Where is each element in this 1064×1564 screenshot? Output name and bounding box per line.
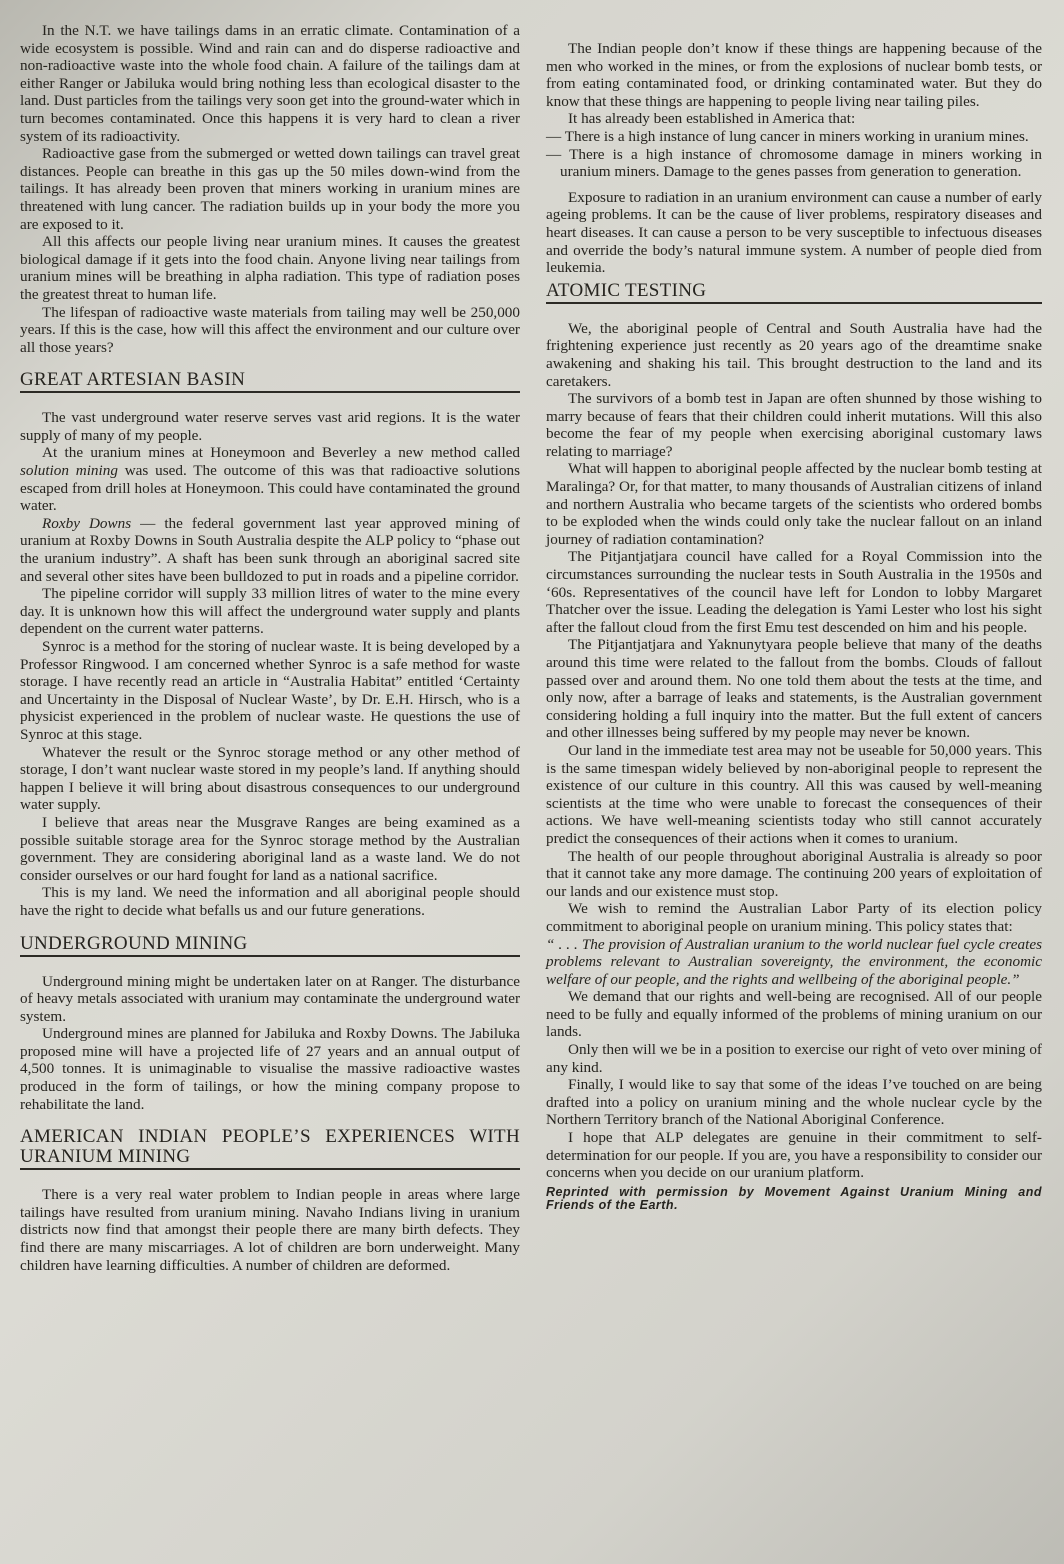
paragraph: Exposure to radiation in an uranium environment can cause a number of early ageing problems. It can be the cause of liver problems, respiratory diseases and heart diseases. It can cause a person to be very susceptible to infectuous diseases and override the body’s natural immune system. A number of people died from leukemia. bbox=[546, 188, 1042, 277]
paragraph: The survivors of a bomb test in Japan are often shunned by those wishing to marry because of fears that their children could inherit mutations. Will this also become the fear of my people when exercising aboriginal customary laws relating to marriage? bbox=[546, 390, 1042, 460]
bullet-item: — There is a high instance of chromosome damage in miners working in uranium miners. Damage to the genes passes from generation to generation. bbox=[546, 145, 1042, 181]
paragraph: The Pitjantjatjara and Yaknunytyara people believe that many of the deaths around this time were related to the fallout from the bombs. Clouds of fallout passed over and around them. No one told them about the tests at the time, and only now, after a barrage of leaks and statements, is the Australian government considering holding a full inquiry into the matter. But the full extent of cancers and other illnesses being suffered by my people may never be known. bbox=[546, 636, 1042, 742]
emphasis: solution mining bbox=[20, 462, 118, 480]
paragraph: Synroc is a method for the storing of nuclear waste. It is being developed by a Professor Ringwood. I am concerned whether Synroc is a safe method for waste storage. I have recently read an article in “Australia Habitat” entitled ‘Certainty and Uncertainty in the Disposal of Nuclear Waste’, by Dr. E.H. Hirsch, who is a physicist experienced in the problem of nuclear waste. He questions the use of Synroc at this stage. bbox=[20, 638, 520, 743]
quote-text: “ . . . The provision of Australian uranium to the world nuclear fuel cycle creates problems relevant to Australian sovereignty, the environment, the economic welfare of our people, and the rights and wellbeing of the aboriginal people.” bbox=[546, 935, 1042, 988]
paragraph: Finally, I would like to say that some of the ideas I’ve touched on are being drafted into a policy on uranium mining and the whole nuclear cycle by the Northern Territory branch of the National Aboriginal Conference. bbox=[546, 1076, 1042, 1129]
paragraph: Underground mines are planned for Jabiluka and Roxby Downs. The Jabiluka proposed mine will have a projected life of 27 years and an annual output of 4,500 tonnes. It is unimaginable to visualise the massive radioactive wastes produced in the form of tailings, or how the mining company propose to rehabilitate the land. bbox=[20, 1025, 520, 1113]
bullet-item: — There is a high instance of lung cancer in miners working in uranium mines. bbox=[546, 127, 1029, 145]
left-column bbox=[20, 22, 520, 1274]
section-heading-underground-mining: UNDERGROUND MINING bbox=[20, 934, 520, 957]
paragraph: We, the aboriginal people of Central and South Australia have had the frightening experience just recently as 20 years ago of the dreamtime snake awakening and shaking his tail. This brought destruction to the land and its caretakers. bbox=[546, 319, 1042, 390]
paragraph bbox=[20, 444, 520, 514]
paragraph: The Pitjantjatjara council have called for a Royal Commission into the circumstances surrounding the nuclear tests in South Australia in the 1950s and ‘60s. Representatives of the council have left for London to lobby Margaret Thatcher over the issue. Leading the delegation is Yami Lester who lost his sight after the fallout cloud from the first Emu test descended on him and his people. bbox=[546, 548, 1042, 636]
paragraph: We wish to remind the Australian Labor Party of its election policy commitment to aboriginal people on uranium mining. This policy states that: bbox=[546, 900, 1042, 935]
section-heading-great-artesian-basin: GREAT ARTESIAN BASIN bbox=[20, 370, 520, 393]
text-run: was used. The outcome of this was that radioactive solutions escaped from drill holes at Honeymoon. This could have contaminated the ground water. bbox=[20, 462, 520, 515]
paragraph: All this affects our people living near uranium mines. It causes the greatest biological damage if it gets into the food chain. Anyone living near tailings from uranium mines will be breathing in alpha radiation. This type of radiation poses the greatest threat to human life. bbox=[20, 233, 520, 303]
paragraph: I hope that ALP delegates are genuine in their commitment to self-determination for our people. If you are, you have a responsibility to consider our concerns when you decide on our uranium platform. bbox=[546, 1129, 1042, 1182]
paragraph bbox=[20, 515, 520, 585]
text-run: At the uranium mines at Honeymoon and Beverley a new method called bbox=[42, 444, 520, 462]
paragraph: Underground mining might be undertaken later on at Ranger. The disturbance of heavy metals associated with uranium may contaminate the underground water system. bbox=[20, 972, 520, 1025]
section-heading-american-indian: AMERICAN INDIAN PEOPLE’S EXPERIENCES WITH URANIUM MINING bbox=[20, 1127, 520, 1170]
paragraph: Whatever the result or the Synroc storage method or any other method of storage, I don’t want nuclear waste stored in my people’s land. If anything should happen I believe it will bring about disastrous consequences to our underground water supply. bbox=[20, 743, 520, 814]
section-heading-atomic-testing: ATOMIC TESTING bbox=[546, 281, 1042, 304]
paragraph: There is a very real water problem to Indian people in areas where large tailings have resulted from uranium mining. Navaho Indians living in uranium districts now find that amongst their people there are many birth defects. They find there are many miscarriages. A lot of children are born underweight. Many children have learning difficulties. A number of children are deformed. bbox=[20, 1186, 520, 1274]
paragraph: We demand that our rights and well-being are recognised. All of our people need to be fully and equally informed of the problems of mining uranium on our lands. bbox=[546, 988, 1042, 1041]
paragraph: The health of our people throughout aboriginal Australia is already so poor that it cannot take any more damage. The continuing 200 years of exploitation of our lands and our existence must stop. bbox=[546, 847, 1042, 900]
paragraph: The vast underground water reserve serves vast arid regions. It is the water supply of many of my people. bbox=[20, 409, 520, 444]
paragraph: Our land in the immediate test area may not be useable for 50,000 years. This is the same timespan widely believed by non-aboriginal people to represent the existence of our culture in this country. All this was caused by well-meaning scientists at the time who were unable to forecast the consequences of their actions. We have well-meaning scientists today who still cannot accurately predict the consequences of their actions when it comes to uranium. bbox=[546, 741, 1042, 847]
right-column bbox=[546, 40, 1042, 1212]
paragraph: In the N.T. we have tailings dams in an erratic climate. Contamination of a wide ecosystem is possible. Wind and rain can and do disperse radioactive and non-radioactive waste into the whole food chain. A failure of the tailings dam at either Ranger or Jabiluka would bring nothing less than ecological disaster to the land. Dust particles from the tailings very soon get into the ground-water which in turn becomes contaminated. Once this happens it is very hard to clean a river system of its radioactivity. bbox=[20, 22, 520, 145]
paragraph: Radioactive gase from the submerged or wetted down tailings can travel great distances. People can breathe in this gas up the 50 miles down-wind from the tailings. It has already been proven that miners working in uranium mines are threatened with lung cancer. The radiation builds up in your body the more you are exposed to it. bbox=[20, 145, 520, 233]
policy-quote bbox=[546, 936, 1042, 989]
paragraph: I believe that areas near the Musgrave Ranges are being examined as a possible suitable storage area for the Synroc storage method by the Australian government. They are considering aboriginal land as a waste land. We do not consider ourselves or our hard fought for land as a national sacrifice. bbox=[20, 813, 520, 884]
paragraph: The Indian people don’t know if these things are happening because of the men who worked in the mines, or from the explosions of nuclear bomb tests, or from eating contaminated food, or drinking contaminated water. But they do know that these things are happening to people living near tailing piles. bbox=[546, 40, 1042, 110]
paragraph: The pipeline corridor will supply 33 million litres of water to the mine every day. It is unknown how this will affect the underground water supply and plants dependent on the current water patterns. bbox=[20, 585, 520, 638]
paragraph: Only then will we be in a position to exercise our right of veto over mining of any kind. bbox=[546, 1041, 1042, 1076]
paragraph: It has already been established in America that: bbox=[568, 110, 856, 128]
text-run: — the federal government last year approved mining of uranium at Roxby Downs in South Australia despite the ALP policy to “phase out the uranium industry”. A shaft has been sunk through an aboriginal sacred site and several other sites have been bulldozed to put in roads and a pipeline corridor. bbox=[20, 514, 520, 585]
emphasis: Roxby Downs bbox=[42, 514, 132, 532]
paragraph: This is my land. We need the information and all aboriginal people should have the right to decide what befalls us and our future generations. bbox=[20, 884, 520, 919]
paragraph: The lifespan of radioactive waste materials from tailing may well be 250,000 years. If this is the case, how will this affect the environment and our culture over all those years? bbox=[20, 303, 520, 356]
reprint-credit: Reprinted with permission by Movement Against Uranium Mining and Friends of the Earth. bbox=[546, 1184, 1042, 1212]
paragraph: What will happen to aboriginal people affected by the nuclear bomb testing at Maralinga? Or, for that matter, to many thousands of Australian citizens of inland and northern Australia who became targets of the scientists who ordered bombs to be exploded when the winds could only take the nuclear fallout on an inland journey of radiation contamination? bbox=[546, 460, 1042, 548]
